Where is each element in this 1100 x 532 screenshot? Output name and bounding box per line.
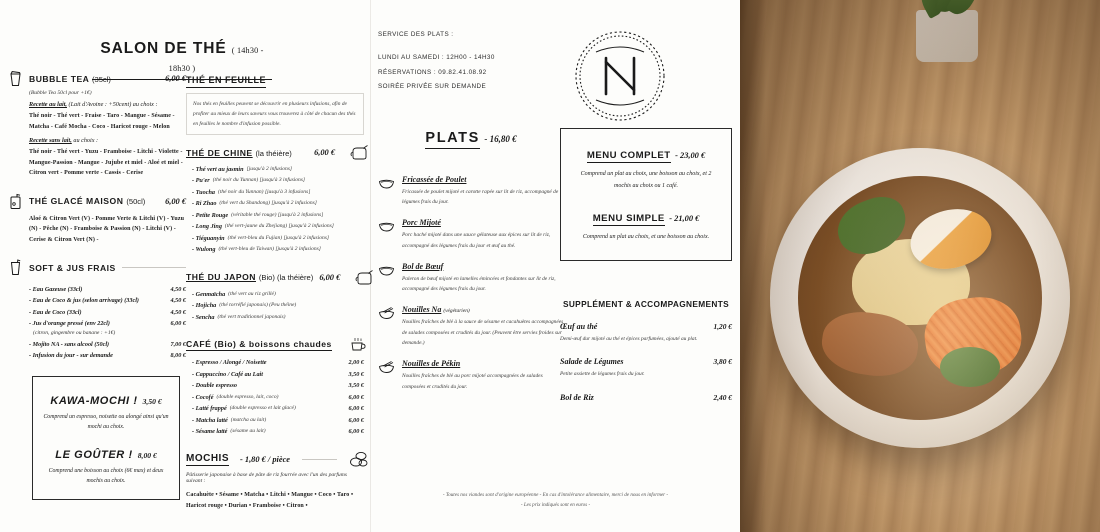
bubble-tea-title: BUBBLE TEA (35cl) (29, 73, 111, 84)
list-item: - Sésame latté (sésame au lait) 6,00 € (192, 427, 364, 435)
teapot-icon (354, 269, 369, 286)
supplements-heading: SUPPLÉMENT & ACCOMPAGNEMENTS (562, 299, 730, 310)
dish-desc: Nouilles fraîches de blé au porc mijoté accompagnées de salades composées et crudités du jour. (402, 373, 543, 390)
mochis-title: MOCHIS (186, 453, 229, 465)
bubble-tea-milk-label: Recette au lait, (Lait d'Avoine : +50cent) au choix : (29, 101, 158, 108)
list-item: - Eau de Coco & jus (selon arrivage) (33cl) 4,50 € (29, 297, 186, 305)
supplement-price: 1,20 € (713, 322, 732, 332)
noodle-bowl-icon (378, 305, 395, 348)
menu-simple-desc: Comprend un plat au choix, et une boisson au choix. (582, 234, 710, 241)
supplement-desc: Demi-œuf dur mijoté au thé et épices parfumées, ajouté au plat. (560, 336, 698, 343)
list-item: - Long Jing (thé vert-jaune du Zhejiang) [jusqu'à 2 infusions] (192, 223, 334, 231)
service-heading: SERVICE DES PLATS : (378, 31, 454, 38)
column-menus (560, 28, 732, 402)
supplement-item (560, 322, 732, 344)
list-item: - Wulong (thé vert-bleu de Taiwan) [jusqu'à 2 infusions] (192, 246, 321, 254)
dish-name: Nouilles de Pékin (402, 359, 461, 369)
section-bubble-tea (8, 70, 186, 179)
menu-complet-price: - 23,00 € (675, 151, 706, 160)
dish-desc: Nouilles fraîches de blé à la sauce de sésame et cacahuètes accompagnées de salades composées et crudités du jour. (Peuvent être servies froides sur demande.) (402, 319, 564, 346)
supplement-name: Œuf au thé (560, 322, 598, 332)
list-item: - Thé vert au jasmin [jusqu'à 2 infusions] (192, 166, 293, 173)
footer-line: - Les prix indiqués sont en euros - (520, 502, 591, 509)
deals-box (32, 376, 180, 500)
dish-item (378, 175, 564, 208)
footer-notes (378, 490, 733, 510)
food-photo (740, 0, 1100, 532)
iced-tea-flavors: Aloé & Citron Vert (V) - Pomme Verte & Litchi (V) - Yuzu (N) - Pêche (N) - Framboise & Passion (N) - Litchi (V) - Cerise & Citron Vert (N) - (29, 215, 185, 243)
deal-kawa-mochi: KAWA-MOCHI ! 3,50 € Comprend un espresso, noisette ou alongé ainsi qu'un mochi au choix. (43, 394, 169, 431)
column-teas (186, 70, 364, 511)
list-item: - Eau Gazeuse (33cl) 4,50 € (29, 286, 186, 293)
dish-list (378, 175, 564, 392)
mochis-price: - 1,80 € / pièce (240, 455, 291, 465)
menu-simple (573, 208, 719, 244)
list-item: - Infusion du jour - sur demande 8,00 € (29, 352, 186, 360)
dish-item (378, 262, 564, 295)
rice-bowl-icon (378, 175, 395, 208)
dish-item (378, 359, 564, 392)
list-item: - Double espresso 3,50 € (192, 382, 364, 390)
supplement-desc: Petite assiette de légumes frais du jour. (560, 371, 645, 378)
dish-name: Bol de Bœuf (402, 261, 444, 271)
section-japan-tea (186, 269, 364, 323)
leaf-tea-note: Nos thés en feuilles peuvent se découvrir en plusieurs infusions, afin de profiter au mieux de leurs saveurs vous trouverez à côté de chacun des thés en feuilles le nombre d'infusion possible. (186, 93, 364, 135)
section-iced-tea (8, 193, 186, 246)
plats-header (378, 129, 564, 149)
soda-glass-icon (8, 259, 23, 276)
column-plats (378, 28, 564, 403)
mochis-note: Pâtisserie japonaise à base de pâte de riz fourrée avec l'un des parfums suivant : (186, 472, 347, 485)
supplement-item (560, 357, 732, 379)
supplement-price: 3,80 € (713, 357, 732, 367)
bubble-tea-note: (Bubble Tea 50cl pour +1€) (29, 90, 92, 96)
dish-desc: Fricassée de poulet mijoté et carotte rapée sur lit de riz, accompagné de légumes frais du jour. (402, 188, 559, 206)
page-title-hours: ( 14h30 - 18h30 ) (168, 46, 264, 73)
list-item: - Eau de Coco (33cl) 4,50 € (29, 308, 186, 316)
dish-desc: Paleron de bœuf mijoté en lamelles émincées et fondantes sur lit de riz, accompagné des légumes frais du jour. (402, 275, 556, 293)
supplement-item (560, 393, 732, 402)
menu-simple-title: MENU SIMPLE (592, 213, 665, 225)
dish-tag: (végétarien) (443, 308, 470, 315)
menu-simple-price: - 21,00 € (669, 214, 700, 224)
mochi-icon (349, 451, 364, 468)
china-tea-title: THÉ DE CHINE (la théière) (186, 147, 292, 158)
coffee-cup-icon (349, 336, 364, 353)
list-item: - Matcha latté (matcha au lait) 6,00 € (192, 416, 364, 424)
section-soft-drinks (8, 259, 186, 362)
coffee-title: CAFÉ (Bio) & boissons chaudes (186, 338, 332, 349)
coffee-list (192, 357, 364, 437)
list-item: - Pu'er (thé noir du Yunnan) [jusqu'à 3 infusions] (192, 177, 306, 185)
iced-tea-title: THÉ GLACÉ MAISON (50cl) (29, 196, 146, 206)
bubble-tea-nomilk-flavors: Thé noir - Thé vert - Yuzu - Framboise - Litchi - Violette - Mangue-Passion - Mangue - Jujube et miel - Aloé et miel - Citron vert - Pomme verte - Cassis - Cerise (29, 149, 183, 176)
section-china-tea (186, 144, 364, 256)
list-item: - Ri Zhao (thé vert du Shandong) [jusqu'à 2 infusions] (192, 200, 317, 208)
juice-note: (citron, gingembre ou banane : +1€) (33, 329, 116, 336)
soft-drinks-list (29, 284, 186, 362)
china-tea-list (192, 164, 364, 256)
photo-vignette (740, 0, 1100, 532)
iced-drink-icon (8, 193, 23, 210)
list-item: - Petite Rouge (véritable thé rouge) [jusqu'à 2 infusions] (192, 211, 324, 219)
china-tea-price: 6,00 € (314, 148, 335, 157)
section-mochis (186, 451, 364, 511)
japan-tea-list (192, 289, 364, 323)
column-drinks (8, 70, 186, 500)
supplement-price: 2,40 € (713, 392, 732, 402)
divider (302, 459, 337, 460)
dish-name: Fricassée de Poulet (402, 174, 467, 184)
japan-tea-price: 6,00 € (319, 272, 341, 282)
dish-item (378, 305, 564, 348)
teapot-icon (349, 144, 364, 161)
list-item: - Genmaïcha (thé vert au riz grillé) (192, 290, 276, 298)
menu-complet-title: MENU COMPLET (586, 150, 671, 161)
dish-name: Porc Mijoté (402, 218, 441, 228)
supplement-name: Salade de Légumes (560, 357, 624, 367)
list-item: - Sencha (thé vert traditionnel japonais) (192, 313, 286, 321)
list-item: - Cappuccino / Café au Lait 3,50 € (192, 370, 364, 378)
leaf-tea-heading: THÉ EN FEUILLE (186, 75, 266, 88)
menu-complet (573, 145, 719, 192)
rice-bowl-icon (378, 218, 395, 251)
deal-gouter: LE GOÛTER ! 8,00 € Comprend une boisson au choix (6€ max) et deux mochis au choix. (48, 448, 164, 485)
menus-box (560, 128, 732, 261)
bubble-tea-nomilk-label: Recette sans lait, au choix : (29, 137, 99, 144)
service-line: LUNDI AU SAMEDI : 12H00 - 14H30 (378, 54, 495, 62)
dish-item (378, 218, 564, 251)
dish-desc: Porc haché mijoté dans une sauce gélateuse aux épices sur lit de riz, accompagné des légumes frais du jour et œuf au thé. (402, 232, 551, 249)
japan-tea-title: THÉ DU JAPON (Bio) (la théière) (186, 272, 314, 283)
plats-price: - 16,80 € (484, 133, 517, 144)
service-line: RÉSERVATIONS : 09.82.41.08.92 (378, 68, 487, 76)
cup-icon (8, 70, 23, 87)
page-fold (370, 0, 371, 532)
supplement-name: Bol de Riz (560, 392, 594, 402)
divider (122, 267, 186, 268)
service-line: SOIRÉE PRIVÉE SUR DEMANDE (378, 83, 487, 91)
plats-title: PLATS (425, 130, 479, 149)
menu-complet-desc: Comprend un plat au choix, une boisson au choix, et 2 mochis au choix ou 1 café. (580, 171, 712, 189)
list-item: - Hojicha (thé torréfié japonais) (Peu théine) (192, 302, 297, 310)
noodle-bowl-icon (378, 359, 395, 392)
page-title-text: SALON DE THÉ (100, 40, 227, 57)
section-coffee (186, 336, 364, 437)
list-item: - Espresso / Alongé / Noisette 2,00 € (192, 359, 364, 367)
soft-drinks-title: SOFT & JUS FRAIS (29, 262, 116, 273)
list-item: - Jus d'orange pressé (env 22cl) 6,00 € (29, 320, 186, 328)
list-item: - Mojito NA - sans alcool (50cl) 7,00 € (29, 340, 186, 348)
iced-tea-price: 6,00 € (165, 196, 186, 206)
list-item: - Cocofé (double espresso, lait, coco) 6,00 € (192, 393, 364, 401)
dish-name: Nouilles Na (végétarien) (402, 305, 470, 315)
supplements-section (560, 299, 732, 402)
mochis-flavors: Cacahuète • Sésame • Matcha • Litchi • Mangue • Coco • Taro • Haricot rouge • Durian • Framboise • Citron • (186, 492, 354, 509)
list-item: - Tuocha (thé noir du Yunnan) [jusqu'à 3 infusions] (192, 188, 311, 196)
list-item: - Latté frappé (double espresso et lait glacé) 6,00 € (192, 405, 364, 413)
bubble-tea-milk-flavors: Thé noir - Thé vert - Fraise - Taro - Mangue - Sésame - Matcha - Café Mocha - Coco - Haricot rouge - Melon (29, 113, 175, 130)
photo-edge-shadow (740, 0, 766, 532)
footer-line: - Toutes nos viandes sont d'origine européenne - En cas d'intolérance alimentaire, merci de nous en informer - (442, 492, 669, 498)
rice-bowl-icon (378, 262, 395, 295)
list-item: - Tiéguanyin (thé vert-bleu du Fujian) [jusqu'à 2 infusions] (192, 234, 329, 242)
service-info (378, 28, 564, 95)
bubble-tea-price: 6,00 € (165, 74, 186, 83)
